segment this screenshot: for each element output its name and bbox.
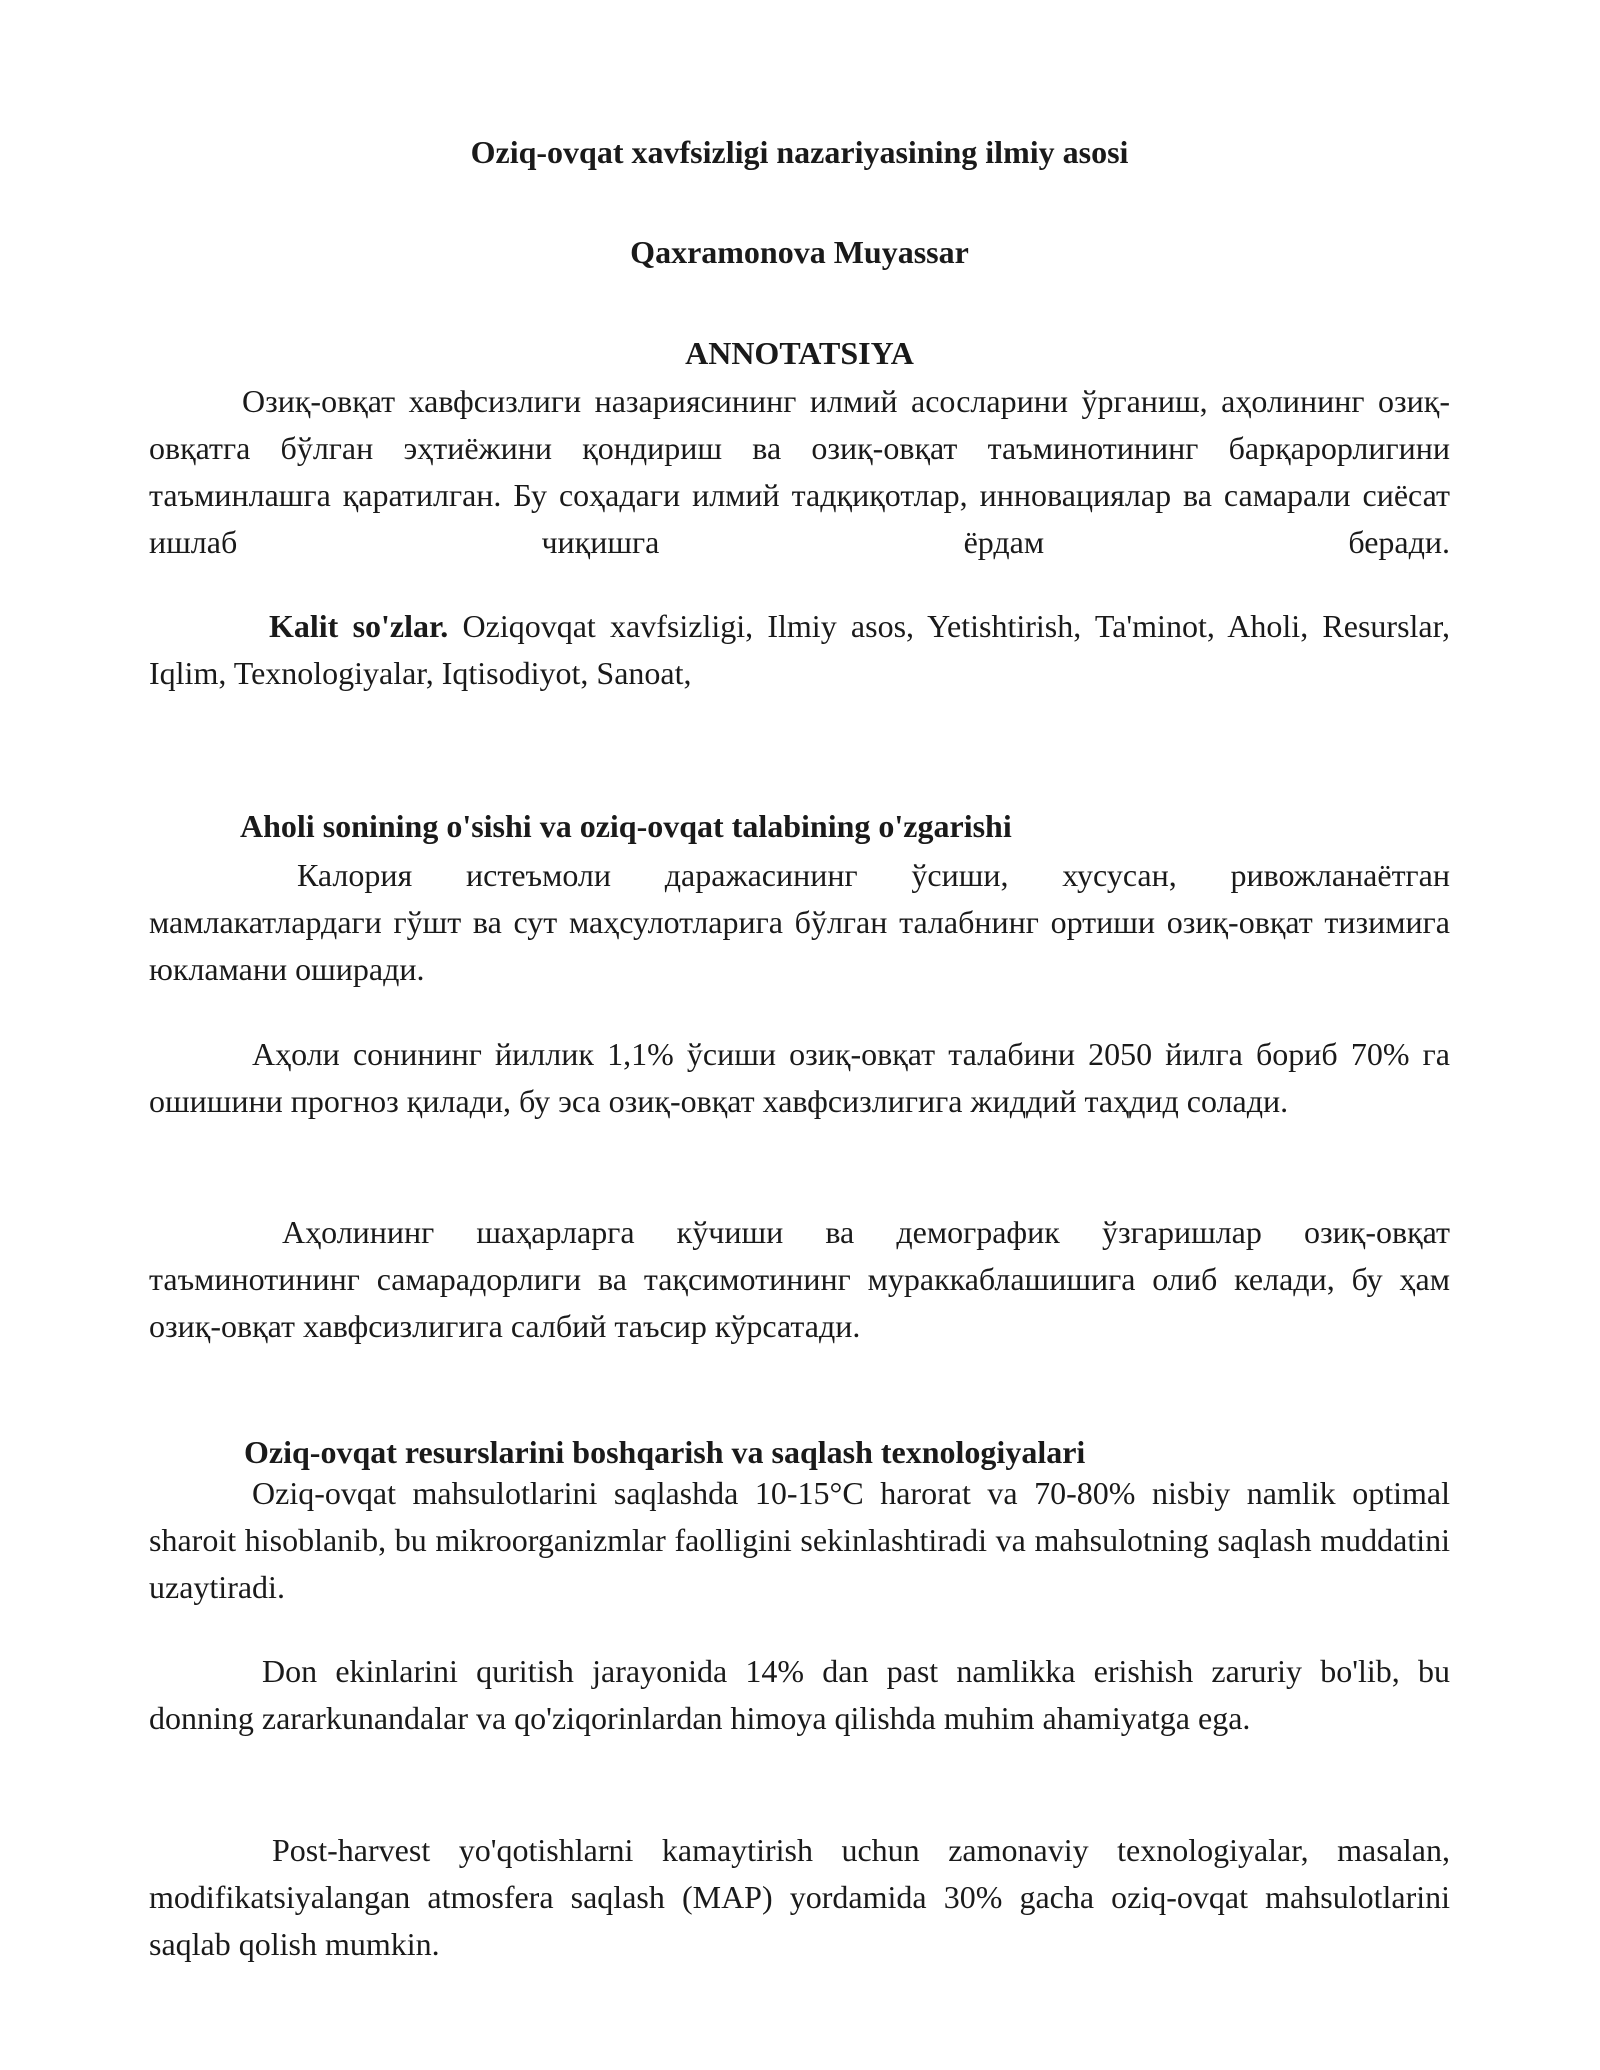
section-paragraph: Аҳолининг шаҳарларга кўчиши ва демографик ўзгаришлар озиқ-овқат таъминотининг самарадорлиги ва тақсимотининг мураккаблашишига олиб келади, бу ҳам озиқ-овқат хавфсизлигига салбий таъсир кўрсатади. bbox=[149, 1214, 1450, 1344]
section-paragraph: Don ekinlarini quritish jarayonida 14% dan past namlikka erishish zaruriy bo'lib, bu donning zararkunandalar va qo'ziqorinlardan himoya qilishda muhim ahamiyatga ega. bbox=[149, 1653, 1450, 1736]
annotation-paragraph: Озиқ-овқат хавфсизлиги назариясининг илмий асосларини ўрганиш, аҳолининг озиқ-овқатга бўлган эҳтиёжини қондириш ва озиқ-овқат таъминотининг барқарорлигини таъминлашга қаратилган. Бу соҳадаги илмий тадқиқотлар, инновациялар ва самарали сиёсат ишлаб чиқишга ёрдам беради. bbox=[149, 383, 1450, 560]
annotation-heading: ANNOTATSIYA bbox=[685, 335, 914, 371]
keywords-paragraph bbox=[149, 603, 1450, 697]
section-paragraph: Калория истеъмоли даражасининг ўсиши, хусусан, ривожланаётган мамлакатлардаги гўшт ва сут маҳсулотларига бўлган талабнинг ортиши озиқ-овқат тизимига юкламани оширади. bbox=[149, 857, 1450, 987]
document-title: Oziq-ovqat xavfsizligi nazariyasining ilmiy asosi bbox=[470, 134, 1129, 170]
section-paragraph: Post-harvest yo'qotishlarni kamaytirish uchun zamonaviy texnologiyalar, masalan, modifikatsiyalangan atmosfera saqlash (MAP) yordamida 30% gacha oziq-ovqat mahsulotlarini saqlab qolish mumkin. bbox=[149, 1832, 1450, 1962]
section-heading: Aholi sonining o'sishi va oziq-ovqat talabining o'zgarishi bbox=[240, 808, 1012, 844]
keywords-label: Kalit so'zlar. bbox=[269, 608, 449, 644]
section-paragraph: Oziq-ovqat mahsulotlarini saqlashda 10-15°C harorat va 70-80% nisbiy namlik optimal sharoit hisoblanib, bu mikroorganizmlar faolligini sekinlashtiradi va mahsulotning saqlash muddatini uzaytiradi. bbox=[149, 1475, 1450, 1605]
keywords-list: Oziqovqat xavfsizligi, Ilmiy asos, Yetishtirish, Ta'minot, Aholi, Resurslar, Iqlim, Texnologiyalar, Iqtisodiyot, Sanoat, bbox=[149, 608, 1451, 691]
section-heading: Oziq-ovqat resurslarini boshqarish va saqlash texnologiyalari bbox=[244, 1434, 1086, 1470]
author-name: Qaxramonova Muyassar bbox=[630, 234, 969, 270]
section-paragraph: Аҳоли сонининг йиллик 1,1% ўсиши озиқ-овқат талабини 2050 йилга бориб 70% га ошишини прогноз қилади, бу эса озиқ-овқат хавфсизлигига жиддий таҳдид солади. bbox=[149, 1036, 1450, 1119]
